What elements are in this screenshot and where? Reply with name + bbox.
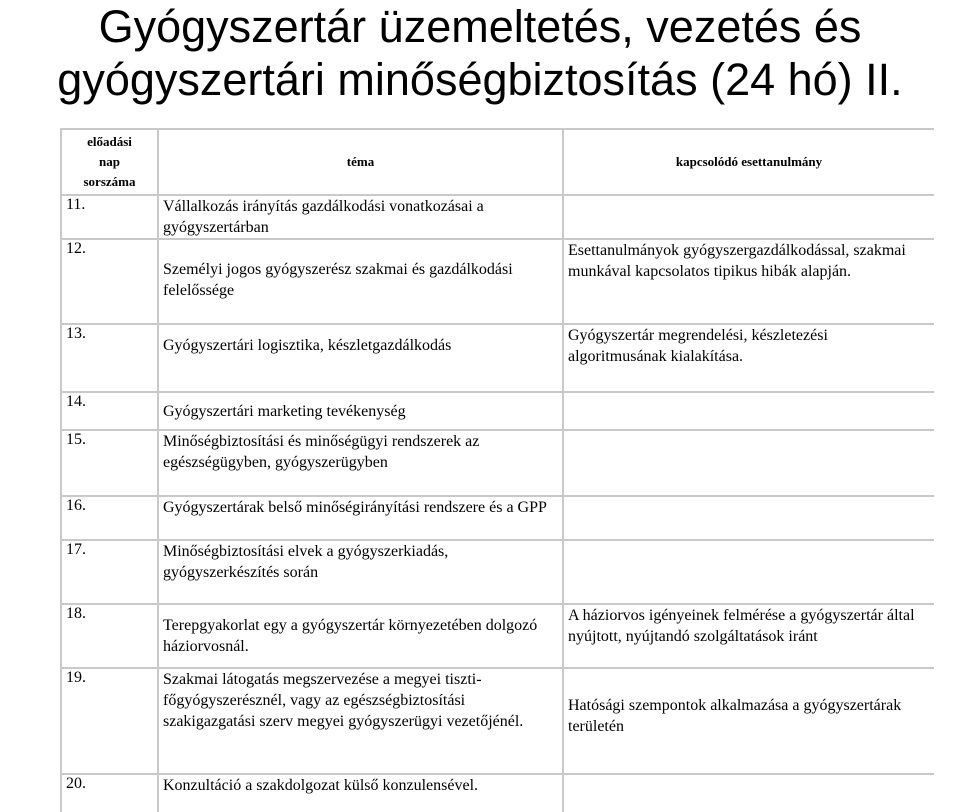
table-row xyxy=(61,604,934,668)
row-number: 17. xyxy=(61,540,158,604)
header-num-line: nap xyxy=(99,154,120,169)
header-case-study: kapcsolódó esettanulmány xyxy=(563,129,934,195)
table-image xyxy=(60,128,934,812)
row-topic: Gyógyszertárak belső minőségirányítási rendszere és a GPP xyxy=(158,496,563,540)
case-study-cell: A háziorvos igényeinek felmérése a gyógyszertár által nyújtott, nyújtandó szolgáltatások iránt xyxy=(563,604,934,668)
table-row xyxy=(61,496,934,540)
row-topic: Terepgyakorlat egy a gyógyszertár környezetében dolgozó háziorvosnál. xyxy=(158,604,563,668)
row-topic: Szakmai látogatás megszervezése a megyei tiszti-főgyógyszerésznél, vagy az egészségbiztosítási szakigazgatási szerv megyei gyógyszerügyi vezetőjénél. xyxy=(158,668,563,774)
case-empty xyxy=(563,774,934,812)
row-topic: Konzultáció a szakdolgozat külső konzulensével. xyxy=(158,774,563,812)
case-study-cell: Esettanulmányok gyógyszergazdálkodással, szakmai munkával kapcsolatos tipikus hibák alapján. xyxy=(563,239,934,324)
row-number: 13. xyxy=(61,324,158,392)
table-row xyxy=(61,195,934,239)
table-row xyxy=(61,668,934,774)
row-number: 20. xyxy=(61,774,158,812)
row-topic: Személyi jogos gyógyszerész szakmai és gazdálkodási felelőssége xyxy=(158,239,563,324)
course-table xyxy=(60,128,934,812)
header-lecture-number xyxy=(61,129,158,195)
table-row xyxy=(61,324,934,392)
row-number: 11. xyxy=(61,195,158,239)
row-topic: Minőségbiztosítási elvek a gyógyszerkiadás, gyógyszerkészítés során xyxy=(158,540,563,604)
row-number: 12. xyxy=(61,239,158,324)
case-empty xyxy=(563,496,934,540)
title-line-2: gyógyszertári minőségbiztosítás (24 hó) II. xyxy=(57,54,903,105)
row-topic: Gyógyszertári logisztika, készletgazdálkodás xyxy=(158,324,563,392)
table-row xyxy=(61,430,934,496)
row-topic: Minőségbiztosítási és minőségügyi rendszerek az egészségügyben, gyógyszerügyben xyxy=(158,430,563,496)
case-study-cell: Gyógyszertár megrendelési, készletezési algoritmusának kialakítása. xyxy=(563,324,934,392)
table-header-row xyxy=(61,129,934,195)
row-number: 16. xyxy=(61,496,158,540)
table-row xyxy=(61,392,934,430)
row-topic: Vállalkozás irányítás gazdálkodási vonatkozásai a gyógyszertárban xyxy=(158,195,563,239)
case-study-cell: Hatósági szempontok alkalmazása a gyógyszertárak területén xyxy=(563,668,934,774)
table-row xyxy=(61,774,934,812)
title-line-1: Gyógyszertár üzemeltetés, vezetés és xyxy=(98,1,862,52)
slide-title xyxy=(0,0,960,106)
table-row xyxy=(61,540,934,604)
row-number: 15. xyxy=(61,430,158,496)
header-topic: téma xyxy=(158,129,563,195)
table-row xyxy=(61,239,934,324)
row-number: 19. xyxy=(61,668,158,774)
header-num-line: előadási xyxy=(87,134,132,149)
row-topic: Gyógyszertári marketing tevékenység xyxy=(158,392,563,430)
case-empty xyxy=(563,430,934,496)
row-number: 14. xyxy=(61,392,158,430)
case-empty xyxy=(563,195,934,239)
header-num-line: sorszáma xyxy=(83,174,136,189)
case-empty xyxy=(563,540,934,604)
row-number: 18. xyxy=(61,604,158,668)
case-empty xyxy=(563,392,934,430)
